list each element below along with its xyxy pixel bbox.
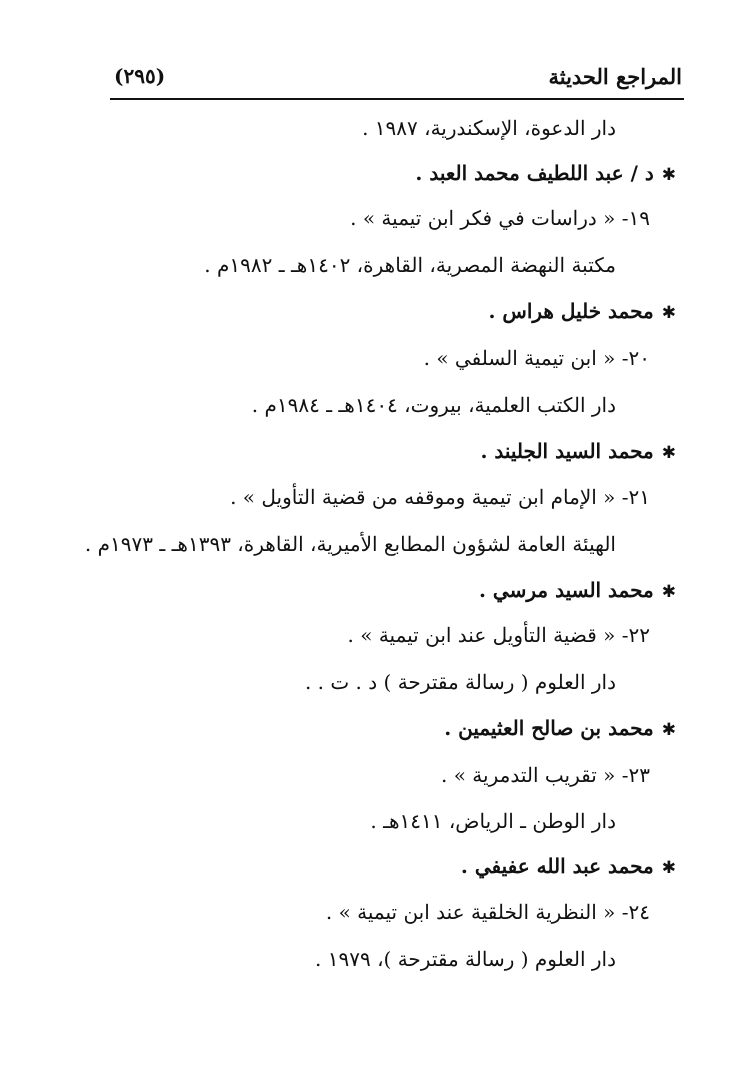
author-name: محمد السيد مرسي .	[479, 578, 654, 602]
author-name: محمد عبد الله عفيفي .	[460, 854, 654, 878]
author-line	[488, 296, 676, 328]
bullet-icon: ✱	[661, 858, 676, 878]
bullet-icon: ✱	[661, 165, 676, 185]
publisher-line: دار الدعوة، الإسكندرية، ١٩٨٧ .	[362, 116, 616, 140]
author-name: د / عبد اللطيف محمد العبد .	[415, 161, 654, 185]
publisher-line: الهيئة العامة لشؤون المطابع الأميرية، القاهرة، ١٣٩٣هـ ـ ١٩٧٣م .	[84, 532, 616, 556]
reference-entry: ١٩- « دراسات في فكر ابن تيمية » .	[350, 206, 650, 230]
publisher-line: دار الكتب العلمية، بيروت، ١٤٠٤هـ ـ ١٩٨٤م .	[251, 393, 616, 417]
author-line	[479, 575, 676, 607]
bullet-icon: ✱	[661, 582, 676, 602]
bullet-icon: ✱	[661, 720, 676, 740]
author-name: محمد خليل هراس .	[488, 299, 654, 323]
author-line	[480, 436, 676, 468]
page-number: (٢٩٥)	[114, 64, 166, 88]
publisher-line: مكتبة النهضة المصرية، القاهرة، ١٤٠٢هـ ـ ١٩٨٢م .	[204, 253, 616, 277]
reference-entry: ٢١- « الإمام ابن تيمية وموقفه من قضية التأويل » .	[230, 485, 650, 509]
reference-entry: ٢٣- « تقريب التدمرية » .	[440, 763, 650, 787]
author-line	[415, 158, 676, 190]
reference-entry: ٢٢- « قضية التأويل عند ابن تيمية » .	[347, 623, 650, 647]
publisher-line: دار العلوم ( رسالة مقترحة )، ١٩٧٩ .	[315, 947, 616, 971]
reference-entry: ٢٠- « ابن تيمية السلفي » .	[423, 346, 650, 370]
author-name: محمد بن صالح العثيمين .	[444, 716, 654, 740]
publisher-line: دار العلوم ( رسالة مقترحة ) د . ت . .	[304, 670, 616, 694]
reference-entry: ٢٤- « النظرية الخلقية عند ابن تيمية » .	[325, 900, 650, 924]
running-title: المراجع الحديثة	[548, 64, 682, 89]
bullet-icon: ✱	[661, 443, 676, 463]
author-line	[461, 851, 676, 883]
publisher-line: دار الوطن ـ الرياض، ١٤١١هـ .	[370, 809, 616, 833]
bullet-icon: ✱	[661, 303, 676, 323]
header-rule	[110, 98, 684, 100]
author-name: محمد السيد الجليند .	[480, 439, 654, 463]
page-header	[112, 62, 682, 98]
author-line	[444, 713, 676, 745]
